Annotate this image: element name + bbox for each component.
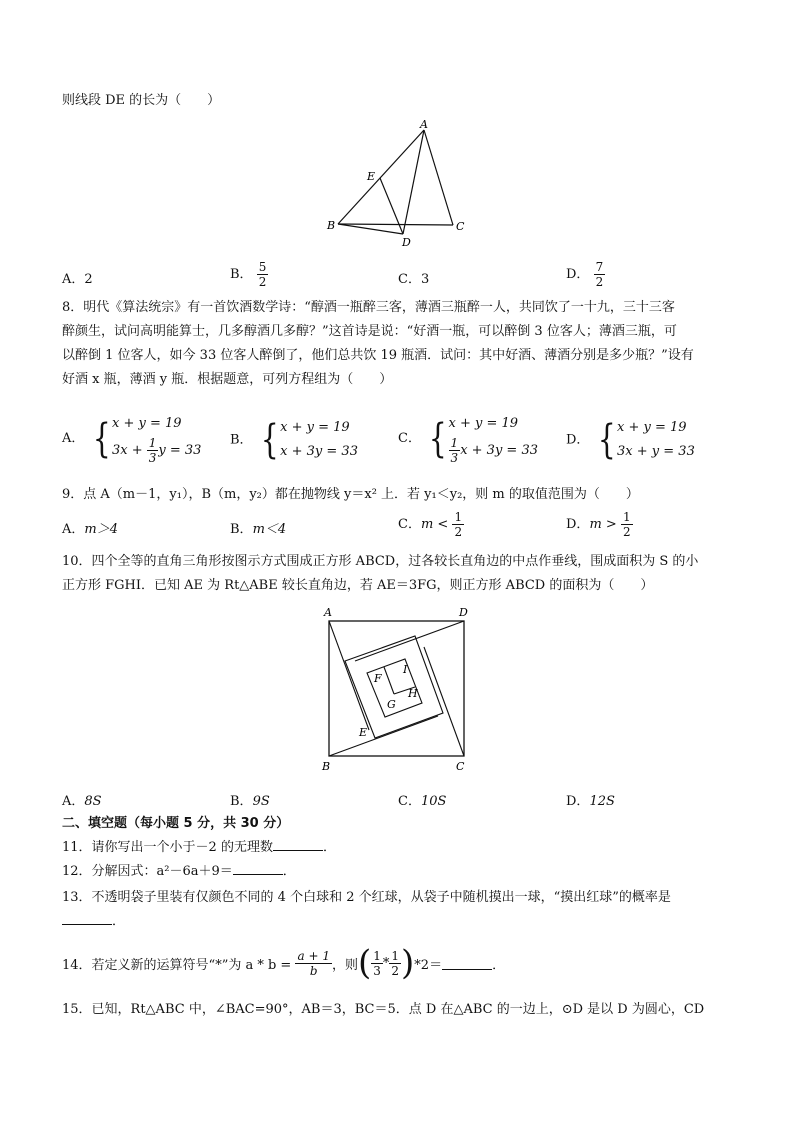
q11-answer-blank [273, 838, 323, 851]
q7-option-d: D． $\frac{7}{2}$ [566, 260, 604, 289]
q8-line-4: 好酒 x 瓶，薄酒 y 瓶．根据题意，可列方程组为（ ） [62, 372, 393, 387]
q12: 12．分解因式：a²－6a＋9＝ ． [62, 864, 296, 879]
q13-line-1: 13．不透明袋子里装有仅颜色不同的 4 个白球和 2 个红球，从袋子中随机摸出一球，“摸出红球”的概率是 [62, 890, 671, 905]
q7-option-b: B． $\frac{5}{2}$ [230, 260, 267, 289]
q10-label-i: I [403, 663, 408, 676]
q10-label-d: D [459, 606, 468, 619]
q12-answer-blank [233, 862, 283, 875]
q8-line-3: 以醉倒 1 位客人，如今 33 位客人醉倒了，他们总共饮 19 瓶酒．试问：其中好酒、薄酒分别是多少瓶？”设有 [62, 348, 694, 363]
q8-line-2: 醉颜生，试问高明能算士，几多醇酒几多醇？”这首诗是说：“好酒一瓶，可以醉倒 3 位客人；薄酒三瓶，可 [62, 324, 677, 339]
q9-option-b: B．m＜4 [230, 522, 287, 537]
q10-label-a: A [324, 606, 332, 619]
q14: 14．若定义新的运算符号“*”为 a * b = $\frac{a + 1}{b}$ ，则 ( $\frac{1}{3}$ * $\frac{1}{2}$ ) *2＝ ． [62, 943, 506, 983]
q15-line-1: 15．已知，Rt△ABC 中，∠BAC=90°，AB＝3，BC＝5．点 D 在△ABC 的一边上，⊙D 是以 D 为圆心，CD [62, 1002, 705, 1017]
q10-square-figure [318, 600, 478, 778]
q7-label-a: A [420, 118, 428, 131]
q7-label-c: C [456, 220, 465, 233]
q8-line-1: 8．明代《算法统宗》有一首饮酒数学诗：“醇酒一瓶醉三客，薄酒三瓶醉一人，共同饮了一十九，三十三客 [62, 300, 675, 315]
q8-option-b: B． { x + y = 19 x + 3y = 33 [230, 417, 358, 463]
q10-line-1: 10．四个全等的直角三角形按图示方式围成正方形 ABCD，过各较长直角边的中点作垂线，围成面积为 S 的小 [62, 554, 699, 569]
q9-option-d: D．m > $\frac{1}{2}$ [566, 510, 631, 539]
q9-option-a: A．m＞4 [62, 522, 118, 537]
q10-line-2: 正方形 FGHI．已知 AE 为 Rt△ABE 较长直角边，若 AE＝3FG，则正方形 ABCD 的面积为（ ） [62, 578, 654, 593]
q14-answer-blank [442, 957, 492, 970]
q10-label-c: C [456, 760, 465, 773]
q10-option-a: A．8S [62, 794, 102, 809]
q8-option-c: C． { x + y = 19 $\frac{1}{3}$ x + 3y = 33 [398, 415, 538, 465]
q10-option-b: B．9S [230, 794, 270, 809]
q7-label-e: E [367, 170, 376, 183]
q13-line-2: ． [62, 912, 125, 932]
q7-stem-tail: 则线段 DE 的长为（ ） [62, 93, 221, 108]
q10-option-d: D．12S [566, 794, 615, 809]
q7-option-c: C．3 [398, 272, 430, 287]
q13-answer-blank [62, 912, 112, 925]
q7-triangle-figure [320, 118, 470, 250]
q7-option-a: A．2 [62, 272, 93, 287]
q8-option-a: A． { x + y = 19 3x + $\frac{1}{3}$ y = 33 [62, 415, 202, 465]
q11: 11．请你写出一个小于－2 的无理数 ． [62, 840, 336, 855]
q9-option-c: C．m < $\frac{1}{2}$ [398, 510, 463, 539]
q10-label-e: E [359, 726, 368, 739]
q10-option-c: C．10S [398, 794, 447, 809]
q7-label-d: D [402, 236, 411, 249]
q10-label-b: B [322, 760, 331, 773]
q9-stem: 9．点 A（m－1，y₁），B（m，y₂）都在抛物线 y＝x² 上．若 y₁＜y₂，则 m 的取值范围为（ ） [62, 487, 639, 502]
q8-option-d: D． { x + y = 19 3x + y = 33 [566, 417, 695, 463]
q7-label-b: B [327, 219, 336, 232]
q10-label-h: H [408, 687, 418, 700]
section-2-title: 二、填空题（每小题 5 分，共 30 分） [62, 816, 290, 831]
q10-label-f: F [374, 672, 382, 685]
q10-label-g: G [387, 698, 396, 711]
